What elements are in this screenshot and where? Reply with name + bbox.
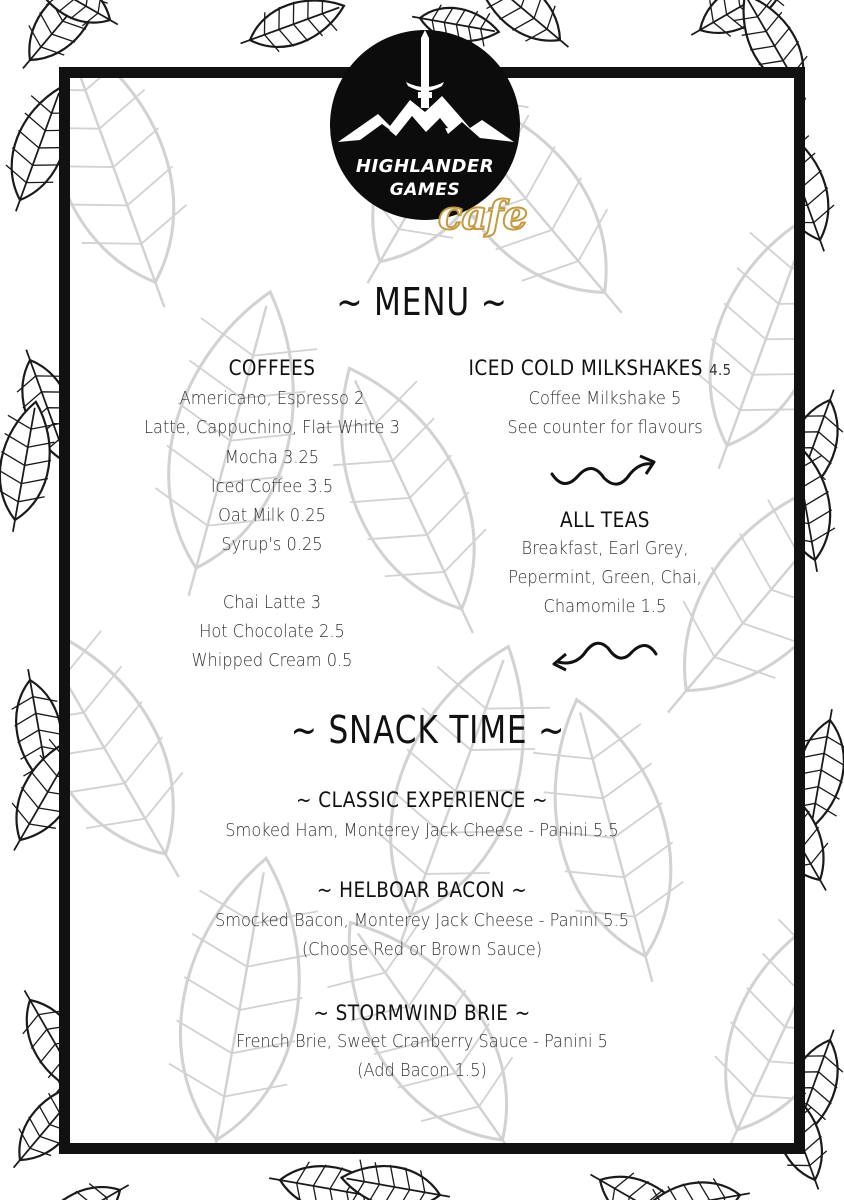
snack-description: (Choose Red or Brown Sauce) [301, 939, 543, 960]
coffee-item: Iced Coffee 3.5 [210, 476, 334, 497]
coffee-item: Hot Chocolate 2.5 [199, 621, 345, 642]
logo-games-text: GAMES [389, 180, 461, 200]
tea-item: Pepermint, Green, Chai, [508, 567, 702, 588]
coffee-item: Whipped Cream 0.5 [191, 650, 353, 671]
snack-name: ~ HELBOAR BACON ~ [316, 878, 528, 902]
coffee-item: Syrup's 0.25 [221, 534, 323, 555]
tea-item: Chamomile 1.5 [543, 596, 667, 617]
squiggle-arrow-left-icon [548, 634, 660, 674]
logo-highlander-text: HIGHLANDER [355, 156, 495, 177]
coffee-item: Oat Milk 0.25 [218, 505, 326, 526]
snack-name: ~ STORMWIND BRIE ~ [313, 1001, 531, 1025]
milkshakes-heading [468, 356, 732, 380]
coffees-heading: COFFEES [228, 356, 316, 380]
snack-description: Smocked Bacon, Monterey Jack Cheese - Panini 5.5 [214, 910, 630, 931]
coffee-item: Latte, Cappuchino, Flat White 3 [144, 417, 400, 438]
milkshake-item: Coffee Milkshake 5 [528, 388, 682, 409]
squiggle-arrow-right-icon [548, 452, 660, 494]
snack-description: (Add Bacon 1.5) [357, 1060, 487, 1081]
coffee-item: Mocha 3.25 [224, 447, 320, 468]
coffee-item: Americano, Espresso 2 [179, 388, 365, 409]
tea-item: Breakfast, Earl Grey, [521, 538, 689, 559]
coffee-item: Chai Latte 3 [222, 592, 322, 613]
menu-title: ~ MENU ~ [336, 280, 508, 324]
snack-time-title: ~ SNACK TIME ~ [290, 708, 566, 752]
snack-description: Smoked Ham, Monterey Jack Cheese - Panini 5.5 [225, 820, 619, 841]
logo-cafe-script: cafe [438, 192, 527, 239]
milkshakes-heading-text: ICED COLD MILKSHAKES [468, 356, 703, 380]
milkshake-item: See counter for flavours [507, 417, 703, 438]
teas-heading: ALL TEAS [560, 508, 650, 532]
snack-name: ~ CLASSIC EXPERIENCE ~ [296, 788, 548, 812]
milkshakes-price: 4.5 [709, 361, 732, 379]
snack-description: French Brie, Sweet Cranberry Sauce - Panini 5 [236, 1031, 608, 1052]
